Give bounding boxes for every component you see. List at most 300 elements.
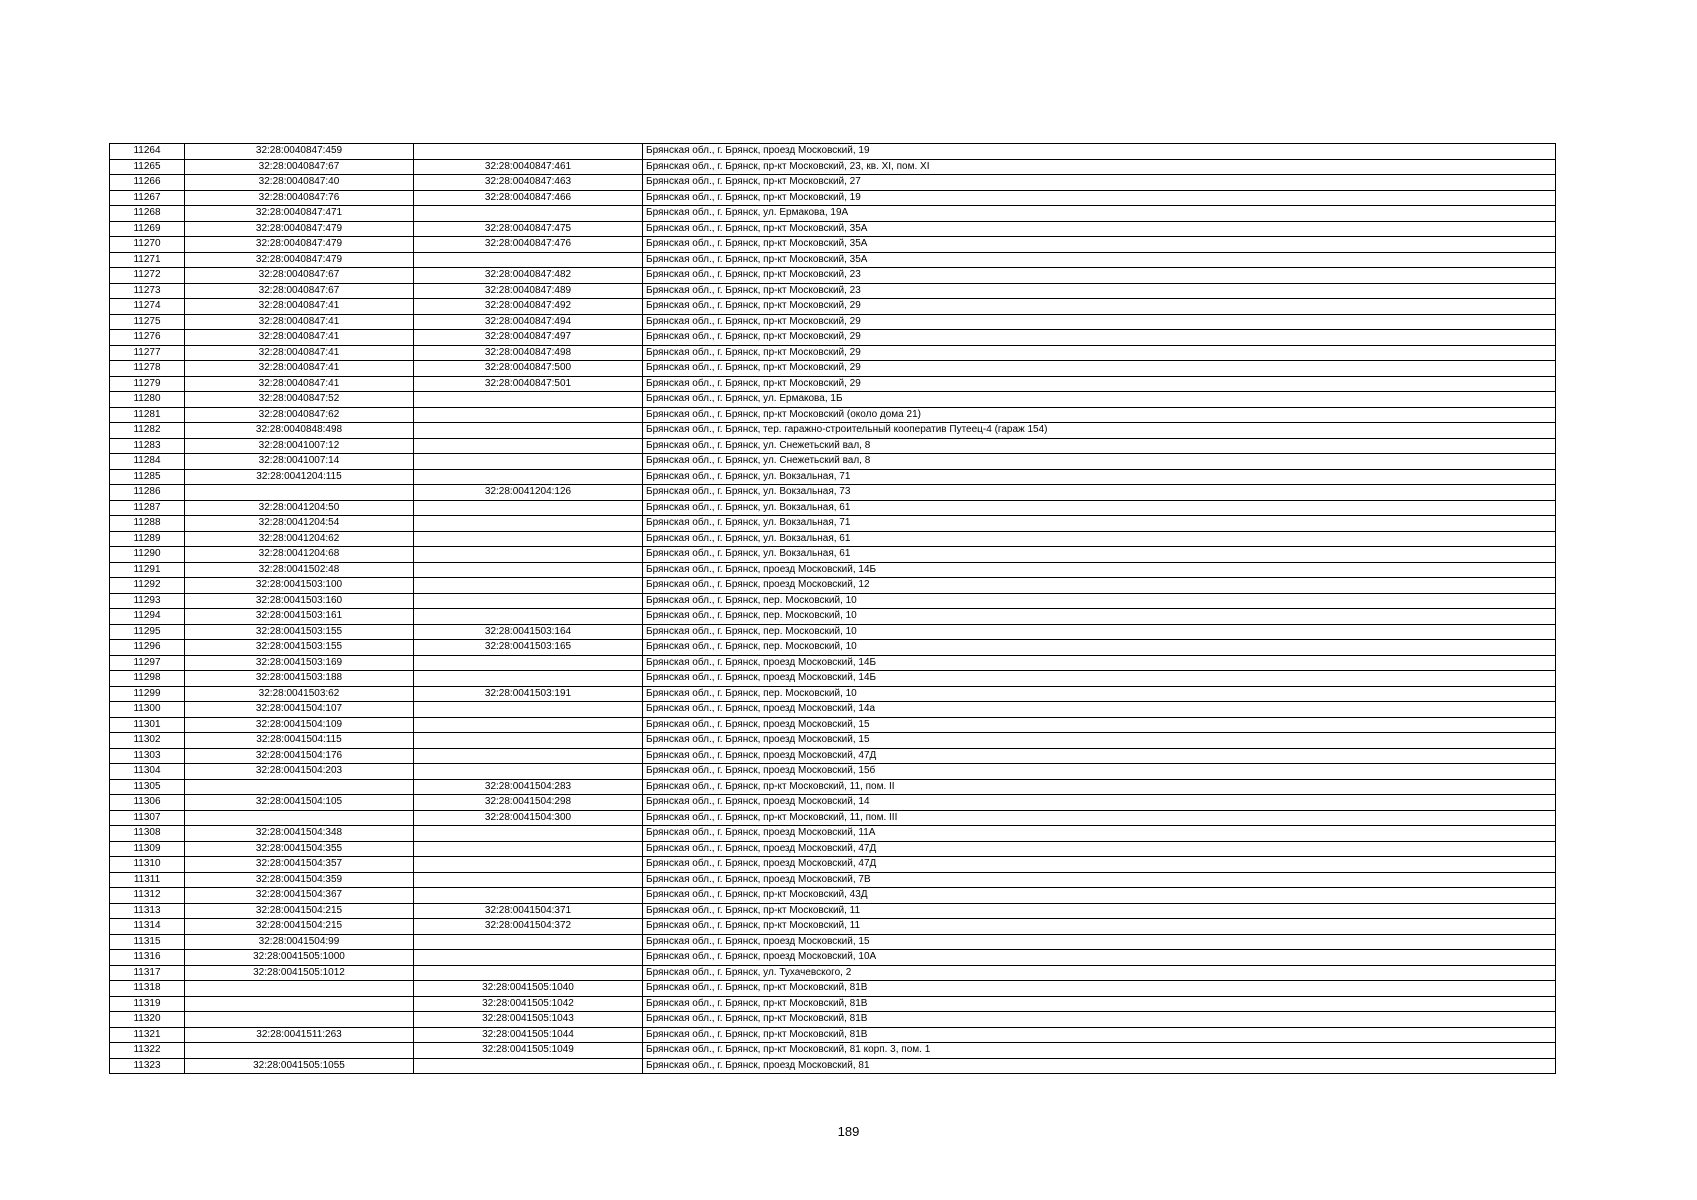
cadastral-number-cell: 32:28:0041504:215 xyxy=(185,903,414,919)
address-cell: Брянская обл., г. Брянск, пр-кт Московский, 29 xyxy=(643,314,1556,330)
table-row xyxy=(110,686,1556,702)
address-cell: Брянская обл., г. Брянск, проезд Московский, 14Б xyxy=(643,562,1556,578)
row-number-cell: 11264 xyxy=(110,144,185,160)
row-number-cell: 11287 xyxy=(110,500,185,516)
row-number-cell: 11268 xyxy=(110,206,185,222)
row-number-cell: 11265 xyxy=(110,159,185,175)
address-cell: Брянская обл., г. Брянск, проезд Московский, 47Д xyxy=(643,748,1556,764)
address-cell: Брянская обл., г. Брянск, проезд Московский, 15 xyxy=(643,717,1556,733)
cadastral-number-cell: 32:28:0040847:67 xyxy=(185,268,414,284)
related-cadastral-number-cell xyxy=(414,423,643,439)
related-cadastral-number-cell xyxy=(414,500,643,516)
row-number-cell: 11267 xyxy=(110,190,185,206)
page-number: 189 xyxy=(837,1124,860,1139)
cadastral-number-cell: 32:28:0040847:76 xyxy=(185,190,414,206)
row-number-cell: 11293 xyxy=(110,593,185,609)
row-number-cell: 11296 xyxy=(110,640,185,656)
cadastral-number-cell: 32:28:0041503:100 xyxy=(185,578,414,594)
address-cell: Брянская обл., г. Брянск, ул. Вокзальная, 61 xyxy=(643,531,1556,547)
address-cell: Брянская обл., г. Брянск, пр-кт Московский, 81 корп. 3, пом. 1 xyxy=(643,1043,1556,1059)
related-cadastral-number-cell: 32:28:0041504:300 xyxy=(414,810,643,826)
table-row xyxy=(110,423,1556,439)
table-row xyxy=(110,1012,1556,1028)
related-cadastral-number-cell xyxy=(414,733,643,749)
related-cadastral-number-cell: 32:28:0040847:466 xyxy=(414,190,643,206)
related-cadastral-number-cell: 32:28:0040847:475 xyxy=(414,221,643,237)
address-cell: Брянская обл., г. Брянск, пр-кт Московский, 11 xyxy=(643,919,1556,935)
address-cell: Брянская обл., г. Брянск, проезд Московский, 14а xyxy=(643,702,1556,718)
table-row xyxy=(110,624,1556,640)
row-number-cell: 11306 xyxy=(110,795,185,811)
row-number-cell: 11290 xyxy=(110,547,185,563)
cadastral-number-cell xyxy=(185,981,414,997)
table-row xyxy=(110,531,1556,547)
related-cadastral-number-cell xyxy=(414,609,643,625)
address-cell: Брянская обл., г. Брянск, пер. Московский, 10 xyxy=(643,593,1556,609)
related-cadastral-number-cell xyxy=(414,671,643,687)
row-number-cell: 11309 xyxy=(110,841,185,857)
row-number-cell: 11307 xyxy=(110,810,185,826)
related-cadastral-number-cell: 32:28:0041504:372 xyxy=(414,919,643,935)
address-cell: Брянская обл., г. Брянск, пр-кт Московский, 29 xyxy=(643,361,1556,377)
address-cell: Брянская обл., г. Брянск, проезд Московский, 15 xyxy=(643,733,1556,749)
row-number-cell: 11314 xyxy=(110,919,185,935)
row-number-cell: 11289 xyxy=(110,531,185,547)
address-cell: Брянская обл., г. Брянск, ул. Вокзальная, 61 xyxy=(643,547,1556,563)
table-row xyxy=(110,252,1556,268)
cadastral-number-cell: 32:28:0041007:14 xyxy=(185,454,414,470)
address-cell: Брянская обл., г. Брянск, проезд Московский, 47Д xyxy=(643,841,1556,857)
address-cell: Брянская обл., г. Брянск, пр-кт Московский, 19 xyxy=(643,190,1556,206)
address-cell: Брянская обл., г. Брянск, проезд Московский, 10А xyxy=(643,950,1556,966)
related-cadastral-number-cell xyxy=(414,407,643,423)
address-cell: Брянская обл., г. Брянск, проезд Московский, 15 xyxy=(643,934,1556,950)
address-cell: Брянская обл., г. Брянск, проезд Московский, 47Д xyxy=(643,857,1556,873)
related-cadastral-number-cell xyxy=(414,857,643,873)
row-number-cell: 11275 xyxy=(110,314,185,330)
cadastral-number-cell: 32:28:0041204:54 xyxy=(185,516,414,532)
related-cadastral-number-cell xyxy=(414,593,643,609)
cadastral-number-cell xyxy=(185,1043,414,1059)
table-row xyxy=(110,159,1556,175)
cadastral-number-cell: 32:28:0041503:160 xyxy=(185,593,414,609)
cadastral-number-cell: 32:28:0040847:67 xyxy=(185,159,414,175)
address-cell: Брянская обл., г. Брянск, пр-кт Московский, 29 xyxy=(643,345,1556,361)
cadastral-number-cell: 32:28:0040847:41 xyxy=(185,330,414,346)
table-row xyxy=(110,268,1556,284)
related-cadastral-number-cell xyxy=(414,547,643,563)
address-cell: Брянская обл., г. Брянск, пр-кт Московский, 81В xyxy=(643,1012,1556,1028)
cadastral-number-cell: 32:28:0041503:155 xyxy=(185,640,414,656)
table-row xyxy=(110,516,1556,532)
table-row xyxy=(110,221,1556,237)
cadastral-number-cell xyxy=(185,779,414,795)
related-cadastral-number-cell: 32:28:0040847:461 xyxy=(414,159,643,175)
cadastral-number-cell: 32:28:0041503:62 xyxy=(185,686,414,702)
related-cadastral-number-cell xyxy=(414,841,643,857)
address-cell: Брянская обл., г. Брянск, ул. Снежетьский вал, 8 xyxy=(643,438,1556,454)
cadastral-number-cell: 32:28:0041504:367 xyxy=(185,888,414,904)
address-cell: Брянская обл., г. Брянск, проезд Московский, 14Б xyxy=(643,671,1556,687)
row-number-cell: 11283 xyxy=(110,438,185,454)
cadastral-number-cell: 32:28:0041504:355 xyxy=(185,841,414,857)
row-number-cell: 11285 xyxy=(110,469,185,485)
related-cadastral-number-cell: 32:28:0041204:126 xyxy=(414,485,643,501)
related-cadastral-number-cell: 32:28:0040847:489 xyxy=(414,283,643,299)
related-cadastral-number-cell: 32:28:0041504:298 xyxy=(414,795,643,811)
address-cell: Брянская обл., г. Брянск, проезд Московский, 19 xyxy=(643,144,1556,160)
cadastral-number-cell: 32:28:0041511:263 xyxy=(185,1027,414,1043)
related-cadastral-number-cell: 32:28:0041503:165 xyxy=(414,640,643,656)
related-cadastral-number-cell: 32:28:0040847:463 xyxy=(414,175,643,191)
address-cell: Брянская обл., г. Брянск, пер. Московский, 10 xyxy=(643,686,1556,702)
cadastral-number-cell: 32:28:0041504:115 xyxy=(185,733,414,749)
related-cadastral-number-cell: 32:28:0040847:500 xyxy=(414,361,643,377)
cadastral-number-cell: 32:28:0041503:169 xyxy=(185,655,414,671)
address-cell: Брянская обл., г. Брянск, ул. Ермакова, 19А xyxy=(643,206,1556,222)
related-cadastral-number-cell: 32:28:0041503:164 xyxy=(414,624,643,640)
related-cadastral-number-cell: 32:28:0041504:371 xyxy=(414,903,643,919)
row-number-cell: 11313 xyxy=(110,903,185,919)
table-row xyxy=(110,702,1556,718)
row-number-cell: 11304 xyxy=(110,764,185,780)
related-cadastral-number-cell: 32:28:0040847:476 xyxy=(414,237,643,253)
row-number-cell: 11273 xyxy=(110,283,185,299)
row-number-cell: 11297 xyxy=(110,655,185,671)
address-cell: Брянская обл., г. Брянск, тер. гаражно-строительный кооператив Путеец-4 (гараж 154) xyxy=(643,423,1556,439)
cadastral-table-body xyxy=(110,144,1556,1074)
row-number-cell: 11323 xyxy=(110,1058,185,1074)
table-row xyxy=(110,903,1556,919)
row-number-cell: 11319 xyxy=(110,996,185,1012)
address-cell: Брянская обл., г. Брянск, ул. Вокзальная, 61 xyxy=(643,500,1556,516)
cadastral-number-cell: 32:28:0041503:161 xyxy=(185,609,414,625)
address-cell: Брянская обл., г. Брянск, пр-кт Московский, 29 xyxy=(643,299,1556,315)
cadastral-number-cell: 32:28:0041007:12 xyxy=(185,438,414,454)
address-cell: Брянская обл., г. Брянск, пр-кт Московский, 43Д xyxy=(643,888,1556,904)
cadastral-number-cell: 32:28:0041504:176 xyxy=(185,748,414,764)
row-number-cell: 11322 xyxy=(110,1043,185,1059)
cadastral-number-cell: 32:28:0040847:479 xyxy=(185,252,414,268)
cadastral-number-cell: 32:28:0041504:105 xyxy=(185,795,414,811)
cadastral-number-cell: 32:28:0041504:348 xyxy=(185,826,414,842)
table-row xyxy=(110,392,1556,408)
table-row xyxy=(110,779,1556,795)
table-row xyxy=(110,175,1556,191)
row-number-cell: 11302 xyxy=(110,733,185,749)
row-number-cell: 11274 xyxy=(110,299,185,315)
row-number-cell: 11294 xyxy=(110,609,185,625)
row-number-cell: 11280 xyxy=(110,392,185,408)
table-row xyxy=(110,438,1556,454)
related-cadastral-number-cell xyxy=(414,1058,643,1074)
cadastral-number-cell xyxy=(185,1012,414,1028)
table-row xyxy=(110,1058,1556,1074)
row-number-cell: 11315 xyxy=(110,934,185,950)
table-row xyxy=(110,376,1556,392)
related-cadastral-number-cell: 32:28:0040847:497 xyxy=(414,330,643,346)
address-cell: Брянская обл., г. Брянск, пр-кт Московский, 35А xyxy=(643,252,1556,268)
table-row xyxy=(110,609,1556,625)
address-cell: Брянская обл., г. Брянск, пр-кт Московский, 11, пом. III xyxy=(643,810,1556,826)
row-number-cell: 11295 xyxy=(110,624,185,640)
address-cell: Брянская обл., г. Брянск, ул. Ермакова, 1Б xyxy=(643,392,1556,408)
row-number-cell: 11277 xyxy=(110,345,185,361)
address-cell: Брянская обл., г. Брянск, пр-кт Московский, 27 xyxy=(643,175,1556,191)
row-number-cell: 11318 xyxy=(110,981,185,997)
table-row xyxy=(110,733,1556,749)
row-number-cell: 11288 xyxy=(110,516,185,532)
cadastral-number-cell: 32:28:0041505:1012 xyxy=(185,965,414,981)
table-row xyxy=(110,764,1556,780)
table-row xyxy=(110,578,1556,594)
address-cell: Брянская обл., г. Брянск, пер. Московский, 10 xyxy=(643,624,1556,640)
table-row xyxy=(110,981,1556,997)
table-row xyxy=(110,965,1556,981)
row-number-cell: 11276 xyxy=(110,330,185,346)
table-row xyxy=(110,190,1556,206)
cadastral-number-cell: 32:28:0041503:155 xyxy=(185,624,414,640)
address-cell: Брянская обл., г. Брянск, проезд Московский, 11А xyxy=(643,826,1556,842)
related-cadastral-number-cell: 32:28:0041505:1044 xyxy=(414,1027,643,1043)
table-row xyxy=(110,1027,1556,1043)
row-number-cell: 11299 xyxy=(110,686,185,702)
address-cell: Брянская обл., г. Брянск, пр-кт Московский, 81В xyxy=(643,996,1556,1012)
table-row xyxy=(110,810,1556,826)
row-number-cell: 11312 xyxy=(110,888,185,904)
address-cell: Брянская обл., г. Брянск, пр-кт Московский, 35А xyxy=(643,221,1556,237)
row-number-cell: 11291 xyxy=(110,562,185,578)
table-row xyxy=(110,407,1556,423)
table-row xyxy=(110,655,1556,671)
row-number-cell: 11284 xyxy=(110,454,185,470)
cadastral-number-cell: 32:28:0040847:67 xyxy=(185,283,414,299)
table-row xyxy=(110,795,1556,811)
related-cadastral-number-cell xyxy=(414,748,643,764)
table-row xyxy=(110,593,1556,609)
row-number-cell: 11308 xyxy=(110,826,185,842)
address-cell: Брянская обл., г. Брянск, пр-кт Московский, 29 xyxy=(643,376,1556,392)
table-row xyxy=(110,872,1556,888)
row-number-cell: 11269 xyxy=(110,221,185,237)
address-cell: Брянская обл., г. Брянск, ул. Снежетьский вал, 8 xyxy=(643,454,1556,470)
cadastral-number-cell: 32:28:0041505:1000 xyxy=(185,950,414,966)
cadastral-number-cell: 32:28:0041503:188 xyxy=(185,671,414,687)
cadastral-number-cell: 32:28:0040847:471 xyxy=(185,206,414,222)
cadastral-number-cell: 32:28:0040847:41 xyxy=(185,314,414,330)
related-cadastral-number-cell xyxy=(414,826,643,842)
table-row xyxy=(110,330,1556,346)
related-cadastral-number-cell: 32:28:0040847:501 xyxy=(414,376,643,392)
related-cadastral-number-cell xyxy=(414,516,643,532)
related-cadastral-number-cell: 32:28:0040847:494 xyxy=(414,314,643,330)
related-cadastral-number-cell xyxy=(414,888,643,904)
row-number-cell: 11279 xyxy=(110,376,185,392)
related-cadastral-number-cell: 32:28:0041505:1042 xyxy=(414,996,643,1012)
related-cadastral-number-cell: 32:28:0041505:1043 xyxy=(414,1012,643,1028)
cadastral-number-cell: 32:28:0041504:359 xyxy=(185,872,414,888)
cadastral-number-cell: 32:28:0040847:41 xyxy=(185,361,414,377)
related-cadastral-number-cell xyxy=(414,206,643,222)
cadastral-number-cell: 32:28:0041204:115 xyxy=(185,469,414,485)
related-cadastral-number-cell: 32:28:0040847:482 xyxy=(414,268,643,284)
row-number-cell: 11303 xyxy=(110,748,185,764)
related-cadastral-number-cell xyxy=(414,934,643,950)
table-row xyxy=(110,950,1556,966)
table-row xyxy=(110,500,1556,516)
table-row xyxy=(110,283,1556,299)
related-cadastral-number-cell xyxy=(414,578,643,594)
cadastral-number-cell: 32:28:0041504:107 xyxy=(185,702,414,718)
row-number-cell: 11270 xyxy=(110,237,185,253)
cadastral-number-cell: 32:28:0041505:1055 xyxy=(185,1058,414,1074)
cadastral-number-cell xyxy=(185,810,414,826)
related-cadastral-number-cell: 32:28:0040847:492 xyxy=(414,299,643,315)
table-row xyxy=(110,748,1556,764)
table-row xyxy=(110,345,1556,361)
table-row xyxy=(110,857,1556,873)
related-cadastral-number-cell xyxy=(414,562,643,578)
address-cell: Брянская обл., г. Брянск, проезд Московский, 14 xyxy=(643,795,1556,811)
cadastral-number-cell xyxy=(185,996,414,1012)
address-cell: Брянская обл., г. Брянск, пер. Московский, 10 xyxy=(643,640,1556,656)
row-number-cell: 11292 xyxy=(110,578,185,594)
related-cadastral-number-cell: 32:28:0041503:191 xyxy=(414,686,643,702)
related-cadastral-number-cell xyxy=(414,469,643,485)
cadastral-number-cell: 32:28:0041504:109 xyxy=(185,717,414,733)
address-cell: Брянская обл., г. Брянск, пр-кт Московский, 81В xyxy=(643,1027,1556,1043)
cadastral-number-cell: 32:28:0040847:41 xyxy=(185,345,414,361)
row-number-cell: 11278 xyxy=(110,361,185,377)
address-cell: Брянская обл., г. Брянск, ул. Вокзальная, 71 xyxy=(643,469,1556,485)
row-number-cell: 11311 xyxy=(110,872,185,888)
row-number-cell: 11317 xyxy=(110,965,185,981)
related-cadastral-number-cell xyxy=(414,717,643,733)
cadastral-number-cell: 32:28:0041504:99 xyxy=(185,934,414,950)
table-row xyxy=(110,206,1556,222)
related-cadastral-number-cell xyxy=(414,438,643,454)
table-row xyxy=(110,314,1556,330)
table-row xyxy=(110,1043,1556,1059)
row-number-cell: 11286 xyxy=(110,485,185,501)
table-row xyxy=(110,919,1556,935)
row-number-cell: 11281 xyxy=(110,407,185,423)
table-row xyxy=(110,469,1556,485)
cadastral-number-cell: 32:28:0040848:498 xyxy=(185,423,414,439)
table-row xyxy=(110,640,1556,656)
address-cell: Брянская обл., г. Брянск, проезд Московский, 14Б xyxy=(643,655,1556,671)
related-cadastral-number-cell xyxy=(414,872,643,888)
table-row xyxy=(110,996,1556,1012)
table-row xyxy=(110,671,1556,687)
table-row xyxy=(110,361,1556,377)
related-cadastral-number-cell xyxy=(414,764,643,780)
address-cell: Брянская обл., г. Брянск, ул. Вокзальная, 71 xyxy=(643,516,1556,532)
cadastral-number-cell: 32:28:0040847:41 xyxy=(185,299,414,315)
address-cell: Брянская обл., г. Брянск, проезд Московский, 12 xyxy=(643,578,1556,594)
row-number-cell: 11271 xyxy=(110,252,185,268)
address-cell: Брянская обл., г. Брянск, пр-кт Московский, 35А xyxy=(643,237,1556,253)
row-number-cell: 11316 xyxy=(110,950,185,966)
address-cell: Брянская обл., г. Брянск, пр-кт Московский, 23 xyxy=(643,268,1556,284)
address-cell: Брянская обл., г. Брянск, ул. Тухачевского, 2 xyxy=(643,965,1556,981)
row-number-cell: 11310 xyxy=(110,857,185,873)
address-cell: Брянская обл., г. Брянск, проезд Московский, 7В xyxy=(643,872,1556,888)
cadastral-number-cell: 32:28:0040847:479 xyxy=(185,221,414,237)
related-cadastral-number-cell xyxy=(414,655,643,671)
cadastral-number-cell: 32:28:0041204:68 xyxy=(185,547,414,563)
address-cell: Брянская обл., г. Брянск, пр-кт Московский, 81В xyxy=(643,981,1556,997)
row-number-cell: 11266 xyxy=(110,175,185,191)
cadastral-number-cell: 32:28:0040847:41 xyxy=(185,376,414,392)
cadastral-number-cell: 32:28:0040847:479 xyxy=(185,237,414,253)
cadastral-number-cell: 32:28:0041502:48 xyxy=(185,562,414,578)
address-cell: Брянская обл., г. Брянск, проезд Московский, 15б xyxy=(643,764,1556,780)
address-cell: Брянская обл., г. Брянск, ул. Вокзальная, 73 xyxy=(643,485,1556,501)
table-row xyxy=(110,717,1556,733)
address-cell: Брянская обл., г. Брянск, проезд Московский, 81 xyxy=(643,1058,1556,1074)
related-cadastral-number-cell xyxy=(414,702,643,718)
table-row xyxy=(110,826,1556,842)
cadastral-number-cell xyxy=(185,485,414,501)
related-cadastral-number-cell: 32:28:0041505:1040 xyxy=(414,981,643,997)
row-number-cell: 11272 xyxy=(110,268,185,284)
table-row xyxy=(110,841,1556,857)
related-cadastral-number-cell xyxy=(414,392,643,408)
cadastral-number-cell: 32:28:0040847:52 xyxy=(185,392,414,408)
cadastral-number-cell: 32:28:0041504:357 xyxy=(185,857,414,873)
address-cell: Брянская обл., г. Брянск, пр-кт Московский, 23 xyxy=(643,283,1556,299)
table-row xyxy=(110,547,1556,563)
row-number-cell: 11282 xyxy=(110,423,185,439)
address-cell: Брянская обл., г. Брянск, пр-кт Московский (около дома 21) xyxy=(643,407,1556,423)
related-cadastral-number-cell xyxy=(414,252,643,268)
related-cadastral-number-cell xyxy=(414,454,643,470)
related-cadastral-number-cell xyxy=(414,965,643,981)
related-cadastral-number-cell xyxy=(414,531,643,547)
table-row xyxy=(110,562,1556,578)
table-row xyxy=(110,934,1556,950)
table-row xyxy=(110,485,1556,501)
address-cell: Брянская обл., г. Брянск, пр-кт Московский, 11, пом. II xyxy=(643,779,1556,795)
row-number-cell: 11305 xyxy=(110,779,185,795)
table-row xyxy=(110,454,1556,470)
cadastral-number-cell: 32:28:0041204:62 xyxy=(185,531,414,547)
table-row xyxy=(110,299,1556,315)
row-number-cell: 11320 xyxy=(110,1012,185,1028)
cadastral-number-cell: 32:28:0041504:203 xyxy=(185,764,414,780)
address-cell: Брянская обл., г. Брянск, пер. Московский, 10 xyxy=(643,609,1556,625)
cadastral-number-cell: 32:28:0041204:50 xyxy=(185,500,414,516)
address-cell: Брянская обл., г. Брянск, пр-кт Московский, 29 xyxy=(643,330,1556,346)
cadastral-table xyxy=(109,143,1556,1074)
cadastral-number-cell: 32:28:0040847:40 xyxy=(185,175,414,191)
address-cell: Брянская обл., г. Брянск, пр-кт Московский, 11 xyxy=(643,903,1556,919)
related-cadastral-number-cell xyxy=(414,950,643,966)
cadastral-number-cell: 32:28:0040847:62 xyxy=(185,407,414,423)
table-row xyxy=(110,144,1556,160)
row-number-cell: 11300 xyxy=(110,702,185,718)
related-cadastral-number-cell: 32:28:0041505:1049 xyxy=(414,1043,643,1059)
table-row xyxy=(110,237,1556,253)
row-number-cell: 11321 xyxy=(110,1027,185,1043)
row-number-cell: 11301 xyxy=(110,717,185,733)
cadastral-number-cell: 32:28:0041504:215 xyxy=(185,919,414,935)
cadastral-number-cell: 32:28:0040847:459 xyxy=(185,144,414,160)
address-cell: Брянская обл., г. Брянск, пр-кт Московский, 23, кв. XI, пом. XI xyxy=(643,159,1556,175)
table-row xyxy=(110,888,1556,904)
related-cadastral-number-cell xyxy=(414,144,643,160)
